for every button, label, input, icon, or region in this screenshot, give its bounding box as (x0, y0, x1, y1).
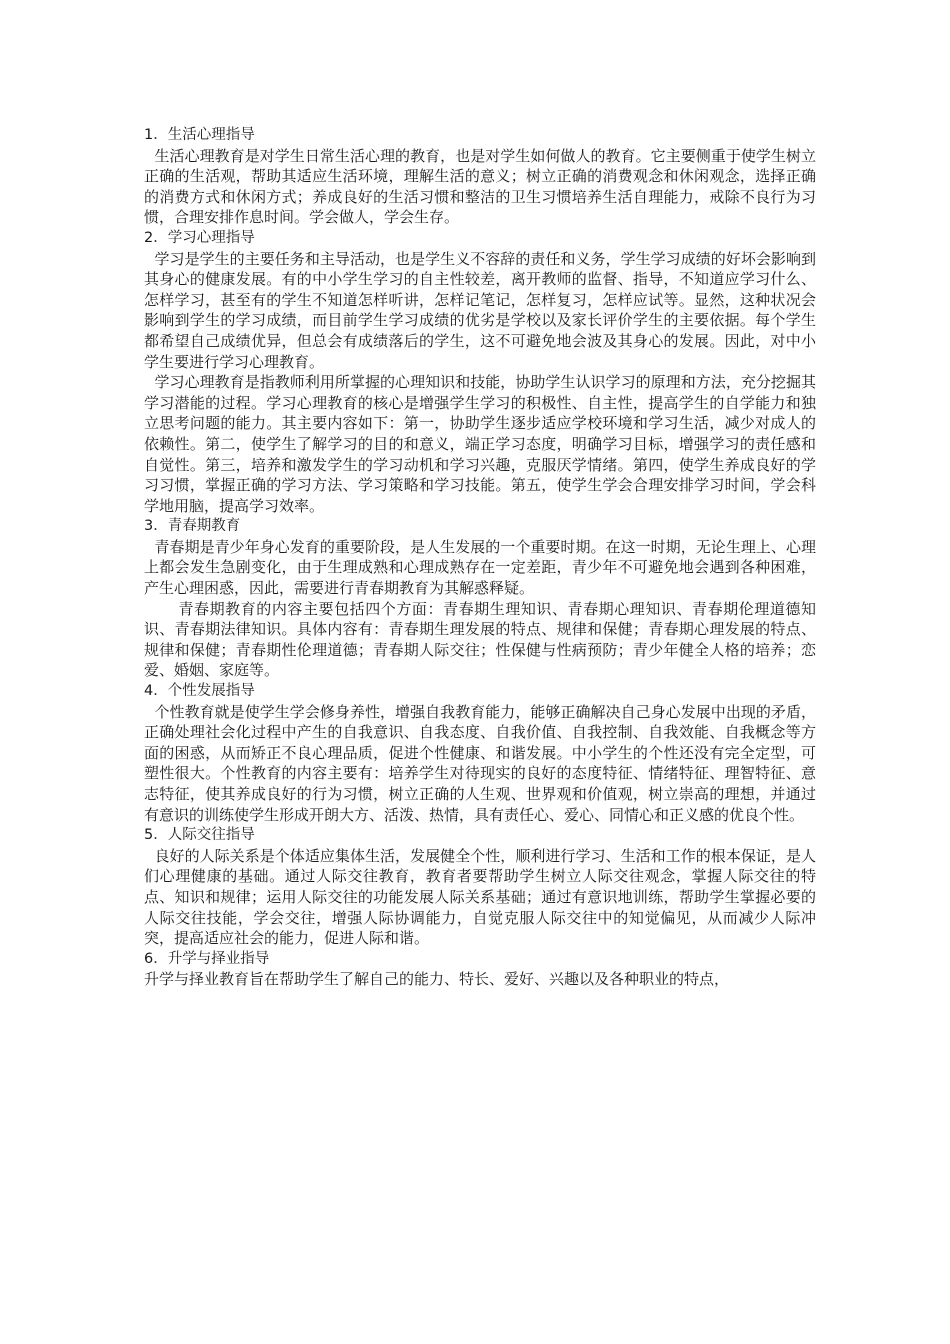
section-heading: 4．个性发展指导 (144, 683, 255, 700)
section-paragraph: 良好的人际关系是个体适应集体生活，发展健全个性，顺利进行学习、生活和工作的根本保证，是人们心理健康的基础。通过人际交往教育，教育者要帮助学生树立人际交往观念，掌握人际交往的特点、知识和规律；运用人际交往的功能发展人际关系基础；通过有意识地训练，帮助学生掌握必要的人际交往技能，学会交往，增强人际协调能力，自觉克服人际交往中的知觉偏见，从而减少人际冲突，提高适应社会的能力，促进人际和谐。 (144, 846, 816, 948)
section-paragraph: 生活心理教育是对学生日常生活心理的教育，也是对学生如何做人的教育。它主要侧重于使学生树立正确的生活观，帮助其适应生活环境，理解生活的意义；树立正确的消费观念和休闲观念，选择正确的消费方式和休闲方式；养成良好的生活习惯和整洁的卫生习惯培养生活自理能力，戒除不良行为习惯，合理安排作息时间。学会做人，学会生存。 (144, 146, 816, 227)
section-paragraph: 升学与择业教育旨在帮助学生了解自己的能力、特长、爱好、兴趣以及各种职业的特点， (144, 970, 730, 989)
section-paragraph: 青春期是青少年身心发育的重要阶段，是人生发展的一个重要时期。在这一时期，无论生理上、心理上都会发生急剧变化，由于生理成熟和心理成熟存在一定差距，青少年不可避免地会遇到各种困难，产生心理困惑，因此，需要进行青春期教育为其解惑释疑。 (144, 537, 816, 598)
section-heading: 3．青春期教育 (144, 518, 241, 535)
section-heading: 2．学习心理指导 (144, 229, 255, 246)
section-paragraph: 学习是学生的主要任务和主导活动，也是学生义不容辞的责任和义务，学生学习成绩的好坏会影响到其身心的健康发展。有的中小学生学习的自主性较差，离开教师的监督、指导，不知道应学习什么、怎样学习，甚至有的学生不知道怎样听讲，怎样记笔记，怎样复习，怎样应试等。显然，这种状况会影响到学生的学习成绩，而目前学生学习成绩的优劣是学校以及家长评价学生的主要依据。每个学生都希望自己成绩优异，但总会有成绩落后的学生，这不可避免地会波及其身心的发展。因此，对中小学生要进行学习心理教育。 (144, 249, 816, 371)
section-heading: 1．生活心理指导 (144, 127, 255, 143)
section-paragraph: 学习心理教育是指教师利用所掌握的心理知识和技能，协助学生认识学习的原理和方法，充分挖掘其学习潜能的过程。学习心理教育的核心是增强学生学习的积极性、自主性，提高学生的自学能力和独立思考问题的能力。其主要内容如下：第一，协助学生逐步适应学校环境和学习生活，减少对成人的依赖性。第二，使学生了解学习的目的和意义，端正学习态度，明确学习目标，增强学习的责任感和自觉性。第三，培养和激发学生的学习动机和学习兴趣，克服厌学情绪。第四，使学生养成良好的学习习惯，掌握正确的学习方法、学习策略和学习技能。第五，使学生学会合理安排学习时间，学会科学地用脑，提高学习效率。 (144, 373, 816, 515)
section-paragraph: 青春期教育的内容主要包括四个方面：青春期生理知识、青春期心理知识、青春期伦理道德知识、青春期法律知识。具体内容有：青春期生理发展的特点、规律和保健；青春期心理发展的特点、规律和保健；青春期性伦理道德；青春期人际交往；性保健与性病预防；青少年健全人格的培养；恋爱、婚姻、家庭等。 (144, 599, 816, 680)
document-page (144, 125, 816, 990)
section-heading: 5．人际交往指导 (144, 827, 255, 844)
section-paragraph: 个性教育就是使学生学会修身养性，增强自我教育能力，能够正确解决自己身心发展中出现的矛盾，正确处理社会化过程中产生的自我意识、自我态度、自我价值、自我控制、自我效能、自我概念等方面的困惑，从而矫正不良心理品质，促进个性健康、和谐发展。中小学生的个性还没有完全定型，可塑性很大。个性教育的内容主要有：培养学生对待现实的良好的态度特征、情绪特征、理智特征、意志特征，使其养成良好的行为习惯，树立正确的人生观、世界观和价值观，树立崇高的理想，并通过有意识的训练使学生形成开朗大方、活泼、热情，具有责任心、爱心、同情心和正义感的优良个性。 (144, 702, 816, 824)
section-heading: 6．升学与择业指导 (144, 950, 270, 967)
